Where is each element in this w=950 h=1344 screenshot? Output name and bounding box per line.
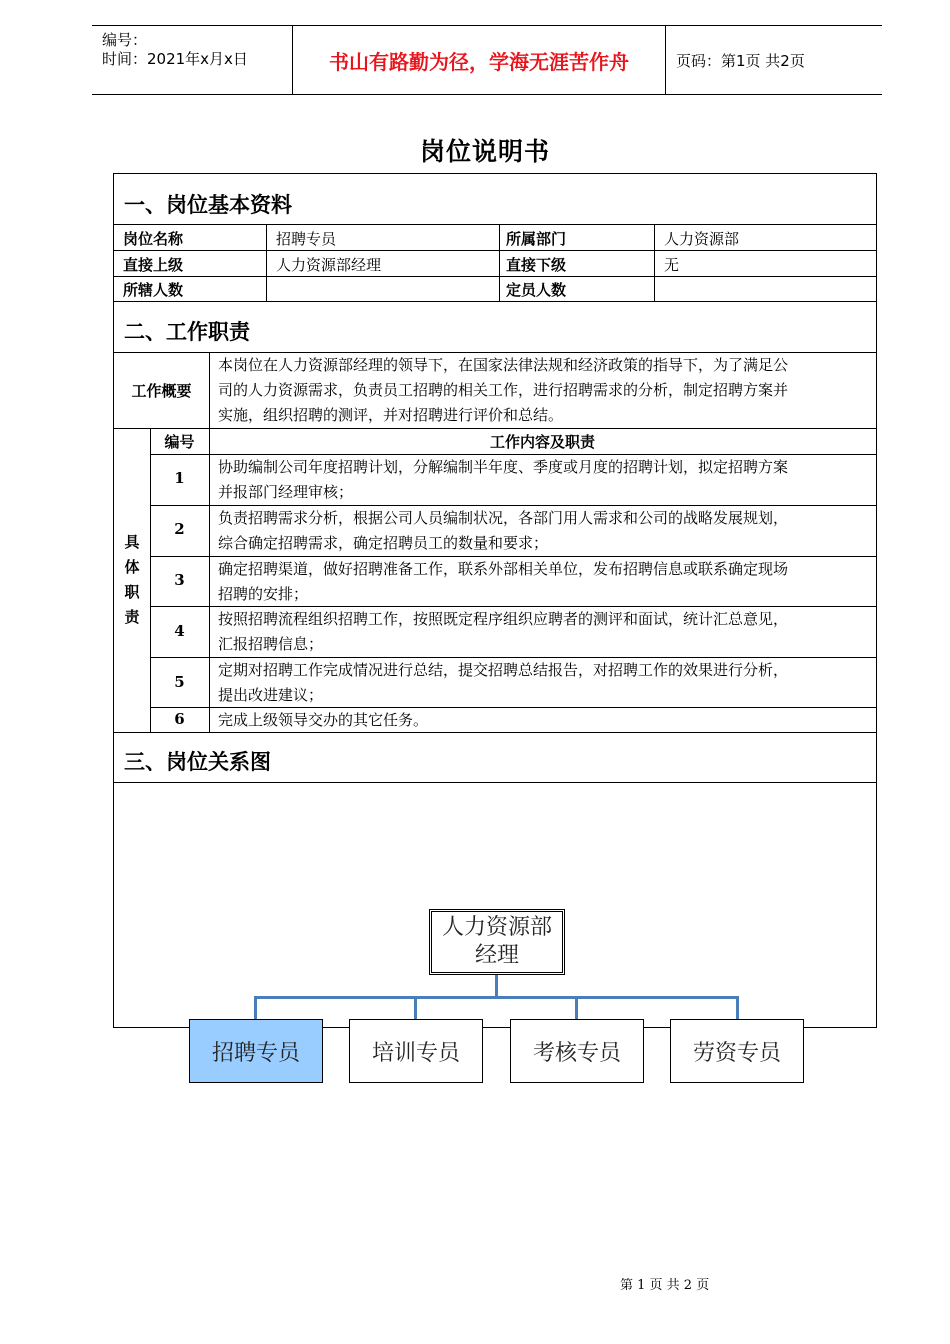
item-line: 招聘的安排；: [218, 585, 309, 603]
item-line: 完成上级领导交办的其它任务。: [218, 711, 429, 729]
value-department: 人力资源部: [664, 229, 740, 248]
item-number: 6: [174, 710, 185, 728]
page-header: [92, 25, 882, 95]
overview-line: 本岗位在人力资源部经理的领导下，在国家法律法规和经济政策的指导下，为了满足公: [218, 356, 789, 374]
org-node-hr-manager: [429, 909, 565, 975]
label-department: 所属部门: [506, 229, 567, 248]
org-connector: [254, 996, 738, 999]
item-line: 按照招聘流程组织招聘工作，按照既定程序组织应聘者的测评和面试，统计汇总意见，: [218, 610, 789, 628]
label-direct-superior: 直接上级: [123, 255, 184, 274]
item-content: [218, 506, 874, 556]
side-char: 职: [124, 583, 140, 601]
org-node-recruiter: 招聘专员: [189, 1019, 323, 1083]
org-connector: [414, 996, 417, 1019]
header-meta: [102, 26, 292, 94]
value-position-name: 招聘专员: [276, 229, 337, 248]
document-title: 岗位说明书: [419, 137, 550, 166]
col-content-header: 工作内容及职责: [489, 433, 595, 451]
item-content: [218, 658, 874, 708]
org-node-label: 人力资源部: [441, 915, 552, 940]
item-content: [218, 708, 874, 733]
org-node-label: 经理: [474, 943, 519, 968]
header-page-label: 页码：第1页 共2页: [676, 51, 805, 70]
org-connector: [254, 996, 257, 1019]
item-number: 5: [174, 673, 185, 691]
item-content: [218, 557, 874, 607]
label-quota: 定员人数: [506, 281, 567, 299]
header-motto: 书山有路勤为径，学海无涯苦作舟: [292, 26, 666, 94]
item-line: 定期对招聘工作完成情况进行总结，提交招聘总结报告，对招聘工作的效果进行分析，: [218, 661, 789, 679]
item-line: 协助编制公司年度招聘计划，分解编制半年度、季度或月度的招聘计划，拟定招聘方案: [218, 458, 789, 476]
item-line: 综合确定招聘需求，确定招聘员工的数量和要求；: [218, 534, 549, 552]
item-number: 2: [174, 520, 185, 538]
section3-heading: 三、岗位关系图: [124, 749, 271, 774]
item-line: 并报部门经理审核；: [218, 483, 354, 501]
overview-line: 司的人力资源需求，负责员工招聘的相关工作，进行招聘需求的分析，制定招聘方案并: [218, 381, 789, 399]
label-position-name: 岗位名称: [123, 229, 184, 248]
section1-heading: 一、岗位基本资料: [124, 192, 292, 217]
item-number: 3: [174, 571, 185, 589]
org-node-payroll: 劳资专员: [670, 1019, 804, 1083]
item-number: 1: [174, 469, 185, 487]
org-node-trainer: 培训专员: [349, 1019, 483, 1083]
value-direct-superior: 人力资源部经理: [276, 255, 382, 274]
label-headcount-managed: 所辖人数: [123, 281, 184, 299]
label-direct-subordinate: 直接下级: [506, 255, 567, 274]
org-node-appraiser: 考核专员: [510, 1019, 644, 1083]
page-footer: 第 1 页 共 2 页: [620, 1278, 710, 1293]
value-direct-subordinate: 无: [664, 255, 680, 274]
item-content: [218, 455, 874, 505]
col-num-header: 编号: [164, 433, 195, 451]
side-char: 体: [124, 558, 140, 576]
org-connector: [495, 975, 498, 997]
overview-label: 工作概要: [131, 381, 192, 400]
item-line: 确定招聘渠道，做好招聘准备工作，联系外部相关单位，发布招聘信息或联系确定现场: [218, 560, 789, 578]
item-line: 汇报招聘信息；: [218, 635, 324, 653]
side-char: 责: [124, 608, 140, 626]
overview-line: 实施，组织招聘的测评，并对招聘进行评价和总结。: [218, 406, 564, 424]
item-line: 负责招聘需求分析，根据公司人员编制状况，各部门用人需求和公司的战略发展规划，: [218, 509, 789, 527]
job-description-table: [113, 173, 877, 1066]
duties-side-label: [114, 428, 150, 732]
org-connector: [736, 996, 739, 1019]
side-char: 具: [124, 533, 140, 551]
time-label: 时间：2021年x月x日: [102, 50, 248, 68]
item-content: [218, 607, 874, 657]
number-label: 编号：: [102, 31, 148, 49]
org-connector: [575, 996, 578, 1019]
item-line: 提出改进建议；: [218, 686, 324, 704]
overview-text: [218, 353, 874, 428]
section2-heading: 二、工作职责: [124, 319, 250, 344]
item-number: 4: [174, 622, 185, 640]
